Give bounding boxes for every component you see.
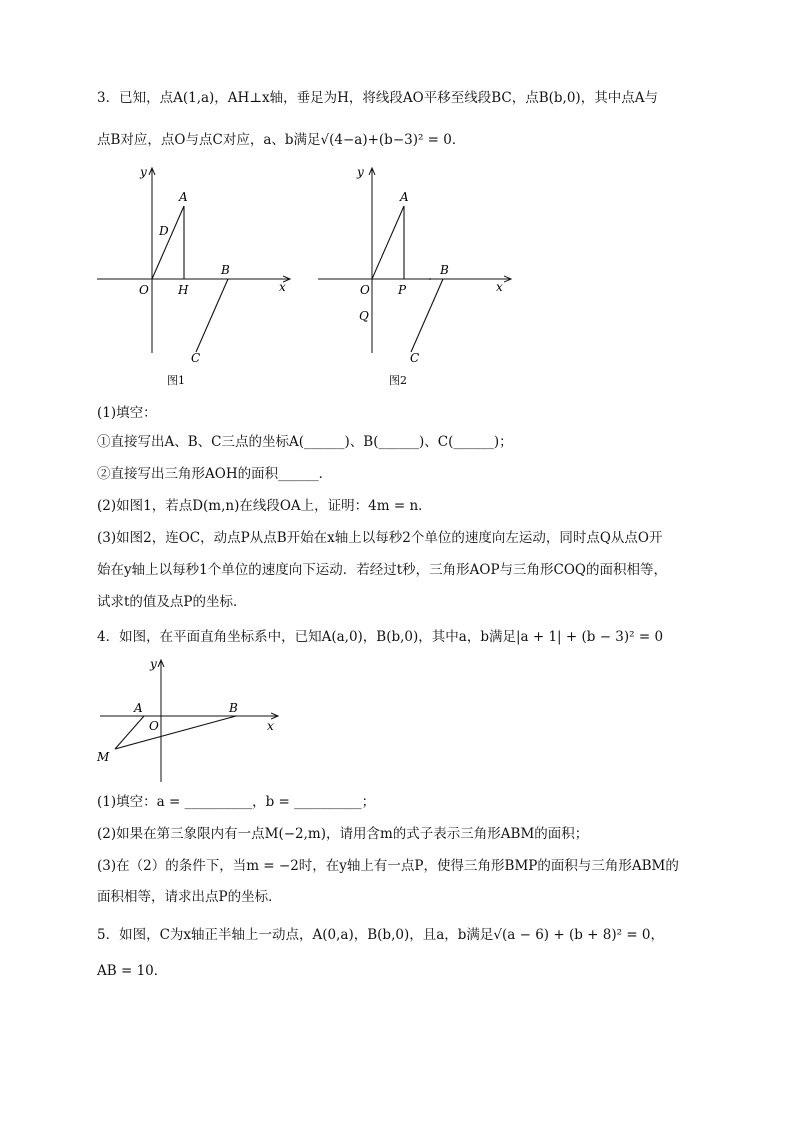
label-y: y (150, 657, 157, 671)
segment-mb (115, 716, 236, 749)
q4-statement: 4．如图，在平面直角坐标系中，已知A(a,0)，B(b,0)，其中a，b满足|a + 1| + (b − 3)² = 0 (97, 629, 664, 645)
label-a: A (134, 701, 143, 715)
label-d: D (159, 224, 169, 238)
label-y: y (140, 165, 147, 179)
q3-figure-1 (95, 163, 295, 388)
figure-caption: 图1 (167, 374, 185, 387)
point-dot (429, 278, 431, 280)
label-x: x (496, 280, 503, 294)
q4-figure (95, 656, 285, 786)
label-o: O (360, 283, 370, 297)
label-m: M (97, 750, 110, 764)
label-c: C (410, 351, 420, 365)
label-b: B (440, 263, 449, 277)
q3-part1-b: ②直接写出三角形AOH的面积______． (97, 466, 333, 482)
segment-oa (372, 206, 404, 279)
q3-part3-line1: (3)如图2，连OC，动点P从点B开始在x轴上以每秒2个单位的速度向左运动，同时点Q从点O开 (97, 530, 663, 546)
segment-oa (152, 206, 184, 279)
label-x: x (267, 719, 274, 733)
q5-statement-line2: AB = 10． (97, 963, 168, 979)
q3-part3-line3: 试求t的值及点P的坐标． (97, 594, 247, 610)
q4-part3-line1: (3)在（2）的条件下，当m = −2时，在y轴上有一点P，使得三角形BMP的面积与三角形ABM的 (97, 858, 679, 874)
q3-part2: (2)如图1，若点D(m,n)在线段OA上，证明：4m = n． (97, 498, 432, 514)
label-h: H (178, 283, 189, 297)
q5-statement-line1: 5．如图，C为x轴正半轴上一动点，A(0,a)，B(b,0)，且a，b满足√(a − 6) + (b + 8)² = 0， (97, 927, 665, 943)
segment-am (115, 716, 144, 749)
q3-statement-line1: 3．已知，点A(1,a)，AH⊥x轴，垂足为H，将线段AO平移至线段BC，点B(b,0)，其中点A与 (97, 90, 658, 106)
figure-caption: 图2 (389, 374, 407, 387)
label-o: O (149, 719, 159, 733)
q4-part2: (2)如果在第三象限内有一点M(−2,m)，请用含m的式子表示三角形ABM的面积； (97, 826, 589, 842)
label-b: B (221, 263, 230, 277)
label-o: O (139, 283, 149, 297)
label-x: x (279, 280, 286, 294)
q3-part1-a: ①直接写出A、B、C三点的坐标A(______)、B(______)、C(______)； (97, 434, 513, 450)
label-b: B (229, 701, 238, 715)
q3-part3-line2: 始在y轴上以每秒1个单位的速度向下运动．若经过t秒，三角形AOP与三角形COQ的面积相等， (97, 562, 668, 578)
label-c: C (191, 351, 201, 365)
segment-bc (196, 279, 228, 352)
segment-bc (411, 279, 443, 352)
q3-part1: (1)填空： (97, 405, 157, 421)
q4-part1: (1)填空：a = __________，b = __________； (97, 794, 376, 810)
q3-figure-2 (316, 163, 516, 388)
q4-part3-line2: 面积相等，请求出点P的坐标． (97, 889, 282, 905)
q3-statement-line2: 点B对应，点O与点C对应，a、b满足√(4−a)+(b−3)² = 0． (97, 132, 466, 148)
label-a: A (400, 190, 409, 204)
label-a: A (179, 190, 188, 204)
label-p: P (398, 283, 407, 297)
label-q: Q (359, 309, 369, 323)
label-y: y (357, 165, 364, 179)
